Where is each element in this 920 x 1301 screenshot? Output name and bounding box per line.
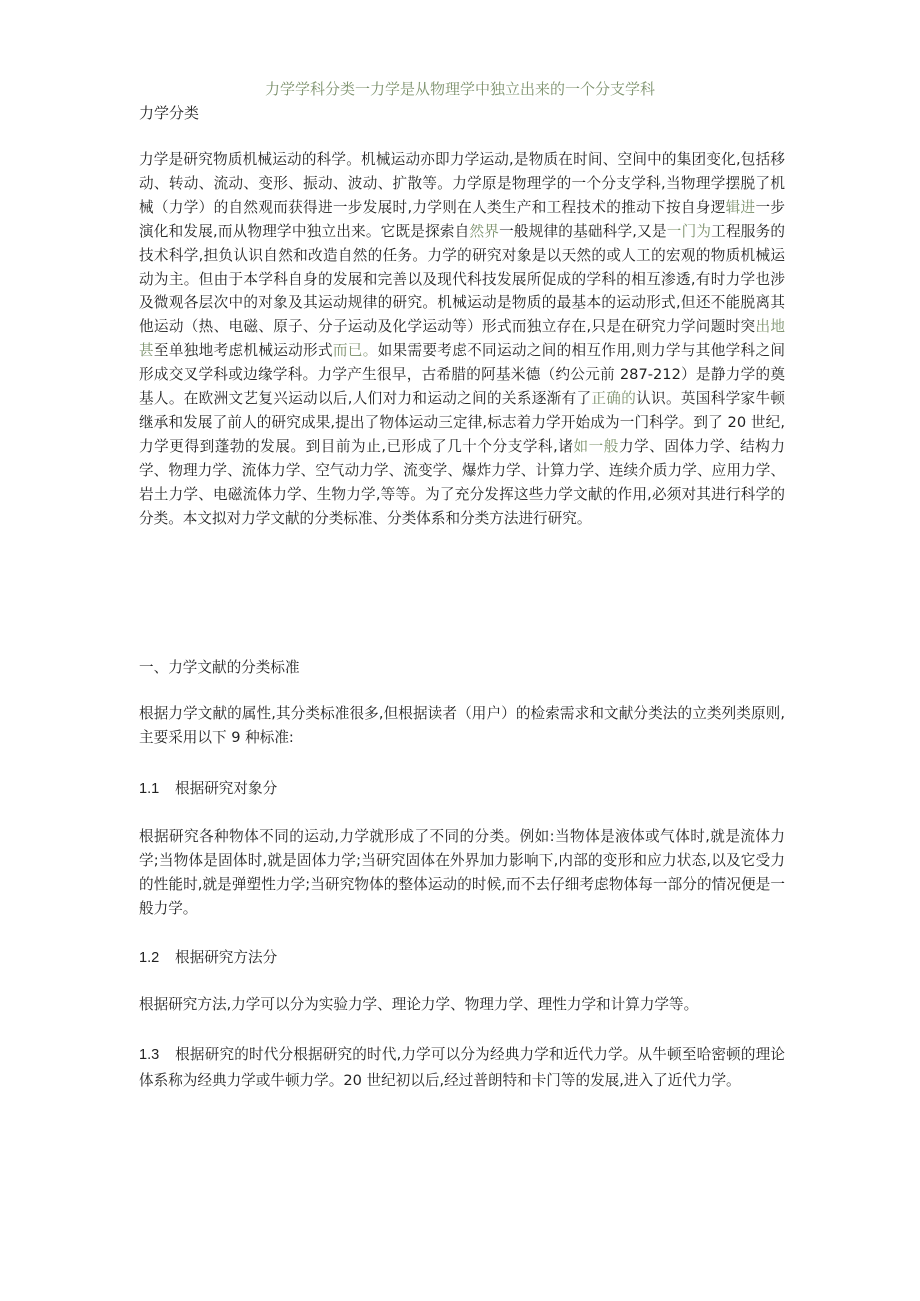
section-1-1-paragraph: 根据研究各种物体不同的运动,力学就形成了不同的分类。例如:当物体是液体或气体时,就是流体力学;当物体是固体时,就是固体力学;当研究固体在外界加力影响下,内部的变形和应力状态,以及它受力的性能时,就是弹塑性力学;当研究物体的整体运动的时候,而不去仔细考虑物体每一部分的情况便是一般力学。 [139,828,785,917]
section-1-3-text: 根据研究的时代分根据研究的时代,力学可以分为经典力学和近代力学。从牛顿至哈密顿的理论体系称为经典力学或牛顿力学。20 世纪初以后,经过普朗特和卡门等的发展,进入了近代力学。 [139,1046,785,1089]
inline-link-5[interactable]: 而已。 [332,342,378,360]
section-1-3-paragraph [139,1042,785,1094]
inline-link-6[interactable]: 正确的 [591,390,637,408]
section-1-1-title: 根据研究对象分 [175,780,278,797]
inline-link-3[interactable]: 一门为 [666,222,712,240]
intro-text-3: 一般规律的基础科学,又是 [499,222,667,240]
inline-link-7[interactable]: 如一般 [573,437,619,455]
section-1-2-heading [139,947,277,969]
section-1-2-number: 1.2 [139,950,160,966]
section-1-paragraph: 根据力学文献的属性,其分类标准很多,但根据读者（用户）的检索需求和文献分类法的立类列类原则,主要采用以下 9 种标准: [139,705,785,746]
document-body [139,102,785,1089]
inline-link-2[interactable]: 然界 [469,222,500,240]
intro-text-6: 如果需要考虑不同运动之间的相互作用,则力学与其他学科之间形成交叉学科或边缘学科。力学产生很早，古希腊的阿基米德（约公元前 287-212）是静力学的奠基人。在欧洲文艺复兴运动以后,人们对力和运动之间的关系逐渐有了 [139,342,785,408]
intro-text-7: 认识。英国科学家牛顿继承和发展了前人的研究成果,提出了物体运动三定律,标志着力学开始成为一门科学。到了 20 世纪,力学更得到蓬勃的发展。到目前为止,已形成了几十个分支学科,诸 [139,390,785,455]
section-1-3-number: 1.3 [139,1047,160,1063]
section-1-1-number: 1.1 [139,781,160,797]
intro-text-2: 一步演化和发展,而从物理学中独立出来。它既是探索自 [139,198,785,240]
section-1-heading: 一、力学文献的分类标准 [139,659,300,676]
intro-text-5: 至单独地考虑机械运动形式 [153,342,333,360]
document-subtitle: 力学分类 [139,104,200,122]
inline-link-4[interactable]: 出地甚 [139,318,785,360]
page-title: 力学学科分类一力学是从物理学中独立出来的一个分支学科 [264,80,655,98]
intro-text-4: 工程服务的技术科学,担负认识自然和改造自然的任务。力学的研究对象是以天然的或人工的宏观的物质机械运动为主。但由于本学科自身的发展和完善以及现代科技发展所促成的学科的相互渗透,有时力学也涉及微观各层次中的对象及其运动规律的研究。机械运动是物质的最基本的运动形式,但还不能脱离其他运动（热、电磁、原子、分子运动及化学运动等）形式而独立存在,只是在研究力学问题时突 [139,222,785,336]
intro-paragraph [139,148,785,531]
section-1-2-paragraph: 根据研究方法,力学可以分为实验力学、理论力学、物理力学、理性力学和计算力学等。 [139,996,699,1013]
intro-text-8: 力学、固体力学、结构力学、物理力学、流体力学、空气动力学、流变学、爆炸力学、计算力学、连续介质力学、应用力学、岩土力学、电磁流体力学、生物力学,等等。为了充分发挥这些力学文献的作用,必须对其进行科学的分类。本文拟对力学文献的分类标准、分类体系和分类方法进行研究。 [139,437,785,527]
section-1-1-heading [139,778,277,800]
section-1-2-title: 根据研究方法分 [175,949,278,966]
inline-link-1[interactable]: 辑进 [725,198,756,216]
intro-text-1: 力学是研究物质机械运动的科学。机械运动亦即力学运动,是物质在时间、空间中的集团变化,包括移动、转动、流动、变形、振动、波动、扩散等。力学原是物理学的一个分支学科,当物理学摆脱了机械（力学）的自然观而获得进一步发展时,力学则在人类生产和工程技术的推动下按自身逻 [139,151,785,216]
